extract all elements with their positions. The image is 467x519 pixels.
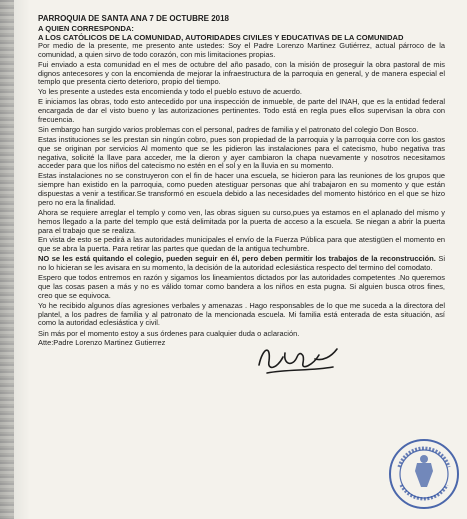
signoff-line: Atte:Padre Lorenzo Martinez Gutierrez: [38, 338, 166, 348]
letter-salutation: A QUIEN CORRESPONDA:: [38, 24, 134, 33]
paragraph-8: Ahora se requiere arreglar el templo y como ven, las obras siguen su curso,pues ya estamos en el aplanado del mismo y hemos llegado a la parte del templo que está delimitada por la puerta de acceso a la escuela. Se niegan a abrir la puerta para el trabajo que se realiza.: [38, 207, 445, 235]
paragraph-11: Espero que todos entremos en razón y sigamos los lineamientos dictados por las autoridades competentes .No queremos que las cosas pasen a más y no es válido tomar como bandera a los niños en esta pugna. Si alguien busca otros fines, creo que se equivoca.: [38, 273, 445, 300]
paragraph-10-rest: Si no lo hicieran se les avisara en su momento, la decisión de la autoridad eclesiástica respecto del termino del comodato.: [38, 254, 445, 273]
closing-line: Sin más por el momento estoy a sus órdenes para cualquier duda o aclaración.: [38, 329, 300, 339]
paragraph-5: Sin embargo han surgido varios problemas con el personal, padres de familia y el patronato del colegio Don Bosco.: [38, 124, 419, 134]
paragraph-10: [38, 255, 445, 273]
parish-seal-stamp: [387, 437, 461, 511]
scan-edge-artifact: [0, 0, 14, 519]
paragraph-3: Yo les presente a ustedes esta encomienda y todo el pueblo estuvo de acuerdo.: [38, 87, 302, 97]
paragraph-2: Fui enviado a esta comunidad en el mes de octubre del año pasado, con la misión de proseguir la obra pastoral de mis dignos antecesores y con la encomienda de mejorar la infraestructura de la parroquia en general, y de manera especial el templo que presenta cierto deterioro, propio del tiempo.: [38, 59, 445, 87]
handwritten-signature: [253, 335, 343, 379]
paragraph-10-bold: NO se les está quitando el colegio, pueden seguir en él, pero deben permitir los trabajos de la reconstrucción.: [38, 254, 436, 264]
paragraph-6: Estas instituciones se les prestan sin ningún cobro, pues son propiedad de la parroquia y la parroquia corre con los gastos que se originan por servicios Al momento que se les pidieron las instalaciones para el catecismo, hubo negativa tras negativa, solicité la llave para acceder, me la dieron y ayer cambiaron la chapa nuevamente y nosotros necesitamos acceder para que los niños del catecismo no estén en el sol y en la lluvia en su momento.: [38, 134, 445, 171]
paragraph-7: Estas instalaciones no se construyeron con el fin de hacer una escuela, se hicieron para las reuniones de los grupos que siempre han existido en la parroquia, como pueden atestiguar personas que ahí trabajaron en su momento y que están dispuestas a venir a testificar.Se transformó en escuela debido a las necesidades del momento histórico en el que se hizo pero no era la finalidad.: [38, 171, 445, 207]
letter-title: PARROQUIA DE SANTA ANA 7 DE OCTUBRE 2018: [38, 14, 229, 23]
paragraph-9: En vista de esto se pedirá a las autoridades municipales el envío de la Fuerza Pública para que atestigüen el momento en que se abra la puerta. Para retirar las partes que quedan de la antigua techumbre.: [38, 235, 445, 254]
paragraph-12: Yo he recibido algunos días agresiones verbales y amenazas . Hago responsables de lo que me suceda a la directora del plantel, a los padres de familia y al patronato de la mencionada escuela. Mi familia está enterada de esta situación, así como la autoridad eclesiástica y civil.: [38, 300, 445, 328]
paragraph-4: E iniciamos las obras, todo esto antecedido por una inspección de inmueble, de parte del INAH, que es la entidad federal encargada de dar el visto bueno y las autorizaciones pertinentes. Todo está en regla pues ellos supervisan la obra con frecuencia.: [38, 97, 445, 125]
paragraph-1: Por medio de la presente, me presento ante ustedes: Soy el Padre Lorenzo Martinez Gutiérrez, actual párroco de la comunidad, a quien sirvo de todo corazón, con mis limitaciones propias.: [38, 41, 445, 59]
letter-addressee: A LOS CATÓLICOS DE LA COMUNIDAD, AUTORIDADES CIVILES Y EDUCATIVAS DE LA COMUNIDAD: [38, 33, 404, 42]
signature-area: [38, 329, 445, 389]
